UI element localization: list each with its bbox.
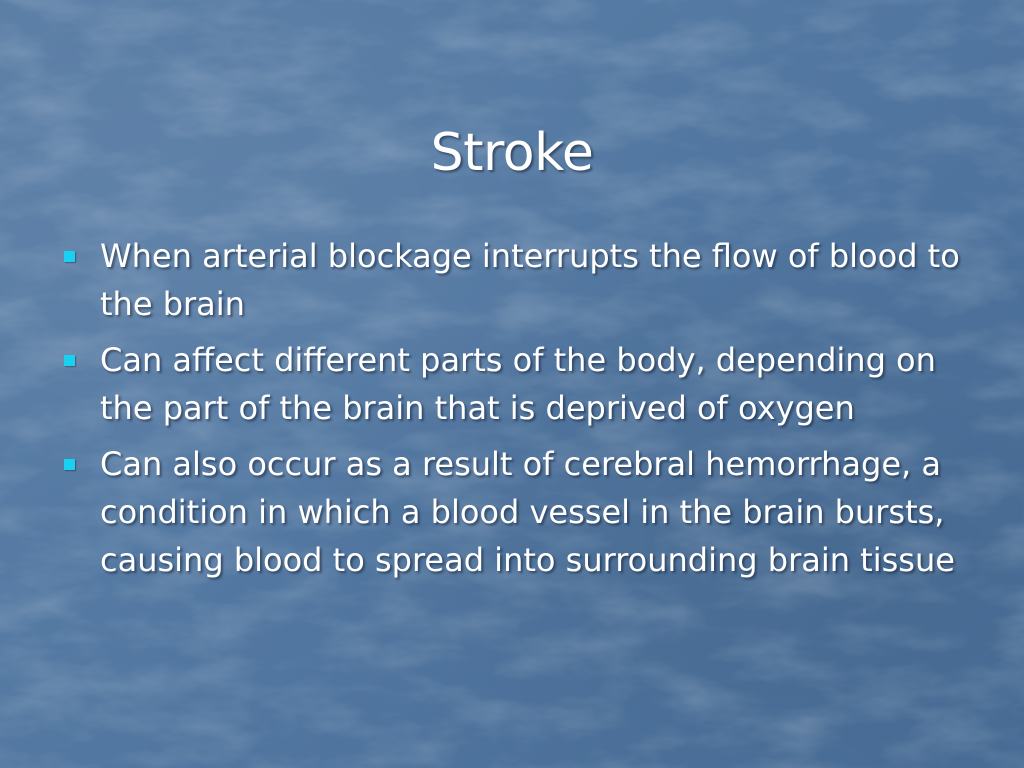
bullet-item (60, 336, 980, 432)
bullet-item (60, 232, 980, 328)
bullet-item (60, 440, 980, 584)
square-bullet-icon (64, 251, 75, 262)
slide-title: Stroke (430, 122, 594, 183)
bullet-text: When arterial blockage interrupts the flow of blood to the brain (100, 237, 960, 323)
bullet-text: Can also occur as a result of cerebral hemorrhage, a condition in which a blood vessel in the brain bursts, causing blood to spread into surrounding brain tissue (100, 445, 955, 579)
bullet-list (60, 232, 980, 592)
bullet-text: Can affect different parts of the body, depending on the part of the brain that is deprived of oxygen (100, 341, 936, 427)
square-bullet-icon (64, 355, 75, 366)
square-bullet-icon (64, 459, 75, 470)
